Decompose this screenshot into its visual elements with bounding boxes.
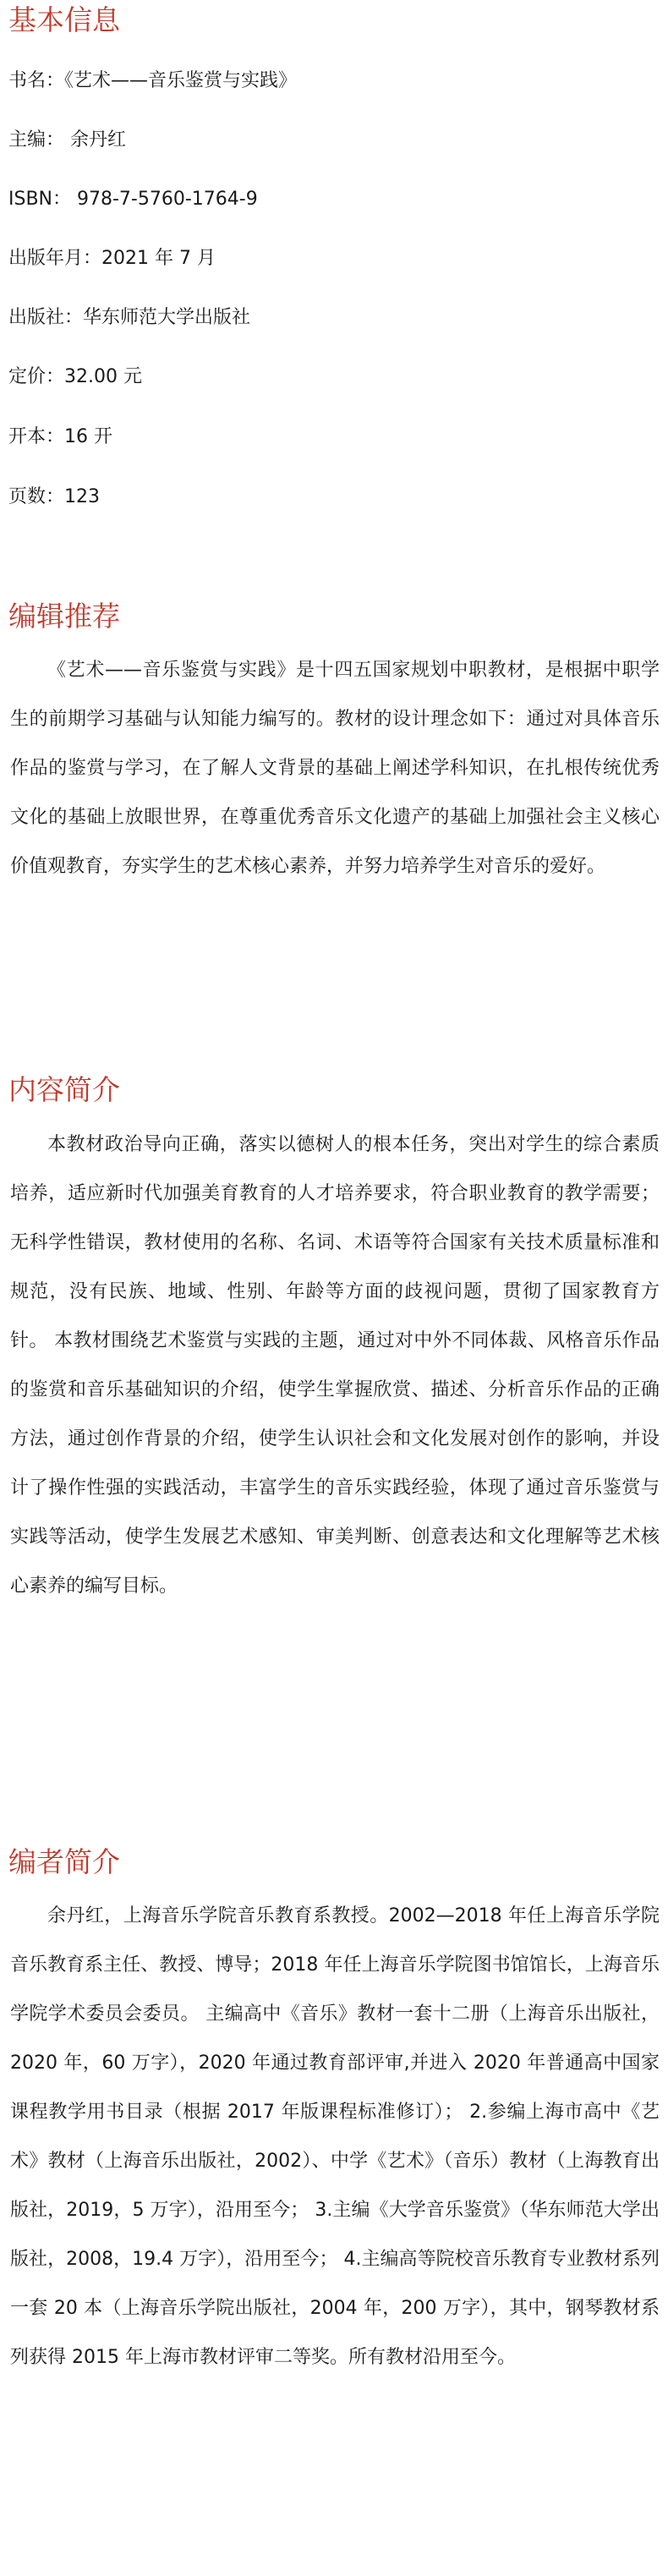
author-intro-text: 余丹红，上海音乐学院音乐教育系教授。2002—2018 年任上海音乐学院音乐教育系主任、教授、博导；2018 年任上海音乐学院图书馆馆长，上海音乐学院学术委员会委员。 主编高中《音乐》教材一套十二册（上海音乐出版社，2020 年，60 万字），2020 年通过教育部评审,并进入 2020 年普通高中国家课程教学用书目录（根据 2017 年版课程标准修订）； 2.参编上海市高中《艺术》教材（上海音乐出版社，2002）、中学《艺术》（音乐）教材（上海教育出版社，2019，5 万字），沿用至今； 3.主编《大学音乐鉴赏》（华东师范大学出版社，2008，19.4 万字），沿用至今； 4.主编高等院校音乐教育专业教材系列一套 20 本（上海音乐学院出版社，2004 年，200 万字），其中，钢琴教材系列获得 2015 年上海市教材评审二等奖。所有教材沿用至今。 (10, 1905, 660, 2368)
content-intro-title: 内容简介 (8, 1073, 120, 1106)
format-line: 开本：16 开 (8, 426, 112, 447)
isbn-line: ISBN： 978-7-5760-1764-9 (8, 189, 258, 210)
editor-recommend-text: 《艺术——音乐鉴赏与实践》是十四五国家规划中职教材，是根据中职学生的前期学习基础与认知能力编写的。教材的设计理念如下：通过对具体音乐作品的鉴赏与学习，在了解人文背景的基础上阐述学科知识，在扎根传统优秀文化的基础上放眼世界，在尊重优秀音乐文化遗产的基础上加强社会主义核心价值观教育，夯实学生的艺术核心素养，并努力培养学生对音乐的爱好。 (10, 660, 660, 877)
editor-recommend-title: 编辑推荐 (8, 600, 120, 633)
pages-line: 页数：123 (8, 486, 100, 507)
author-intro-title: 编者简介 (8, 1845, 120, 1878)
editor-line: 主编： 余丹红 (8, 129, 126, 151)
publisher-line: 出版社：华东师范大学出版社 (8, 307, 251, 328)
basic-info-title: 基本信息 (8, 3, 120, 36)
book-title-line: 书名：《艺术——音乐鉴赏与实践》 (8, 70, 298, 91)
content-intro-text: 本教材政治导向正确，落实以德树人的根本任务，突出对学生的综合素质培养，适应新时代加强美育教育的人才培养要求，符合职业教育的教学需要；无科学性错误，教材使用的名称、名词、术语等符合国家有关技术质量标准和规范，没有民族、地域、性别、年龄等方面的歧视问题，贯彻了国家教育方针。 本教材围绕艺术鉴赏与实践的主题，通过对中外不同体裁、风格音乐作品的鉴赏和音乐基础知识的介绍，使学生掌握欣赏、描述、分析音乐作品的正确方法，通过创作背景的介绍，使学生认识社会和文化发展对创作的影响，并设计了操作性强的实践活动，丰富学生的音乐实践经验，体现了通过音乐鉴赏与实践等活动，使学生发展艺术感知、审美判断、创意表达和文化理解等艺术核心素养的编写目标。 (10, 1134, 660, 1597)
price-line: 定价：32.00 元 (8, 366, 142, 387)
publish-date-line: 出版年月：2021 年 7 月 (8, 248, 216, 269)
